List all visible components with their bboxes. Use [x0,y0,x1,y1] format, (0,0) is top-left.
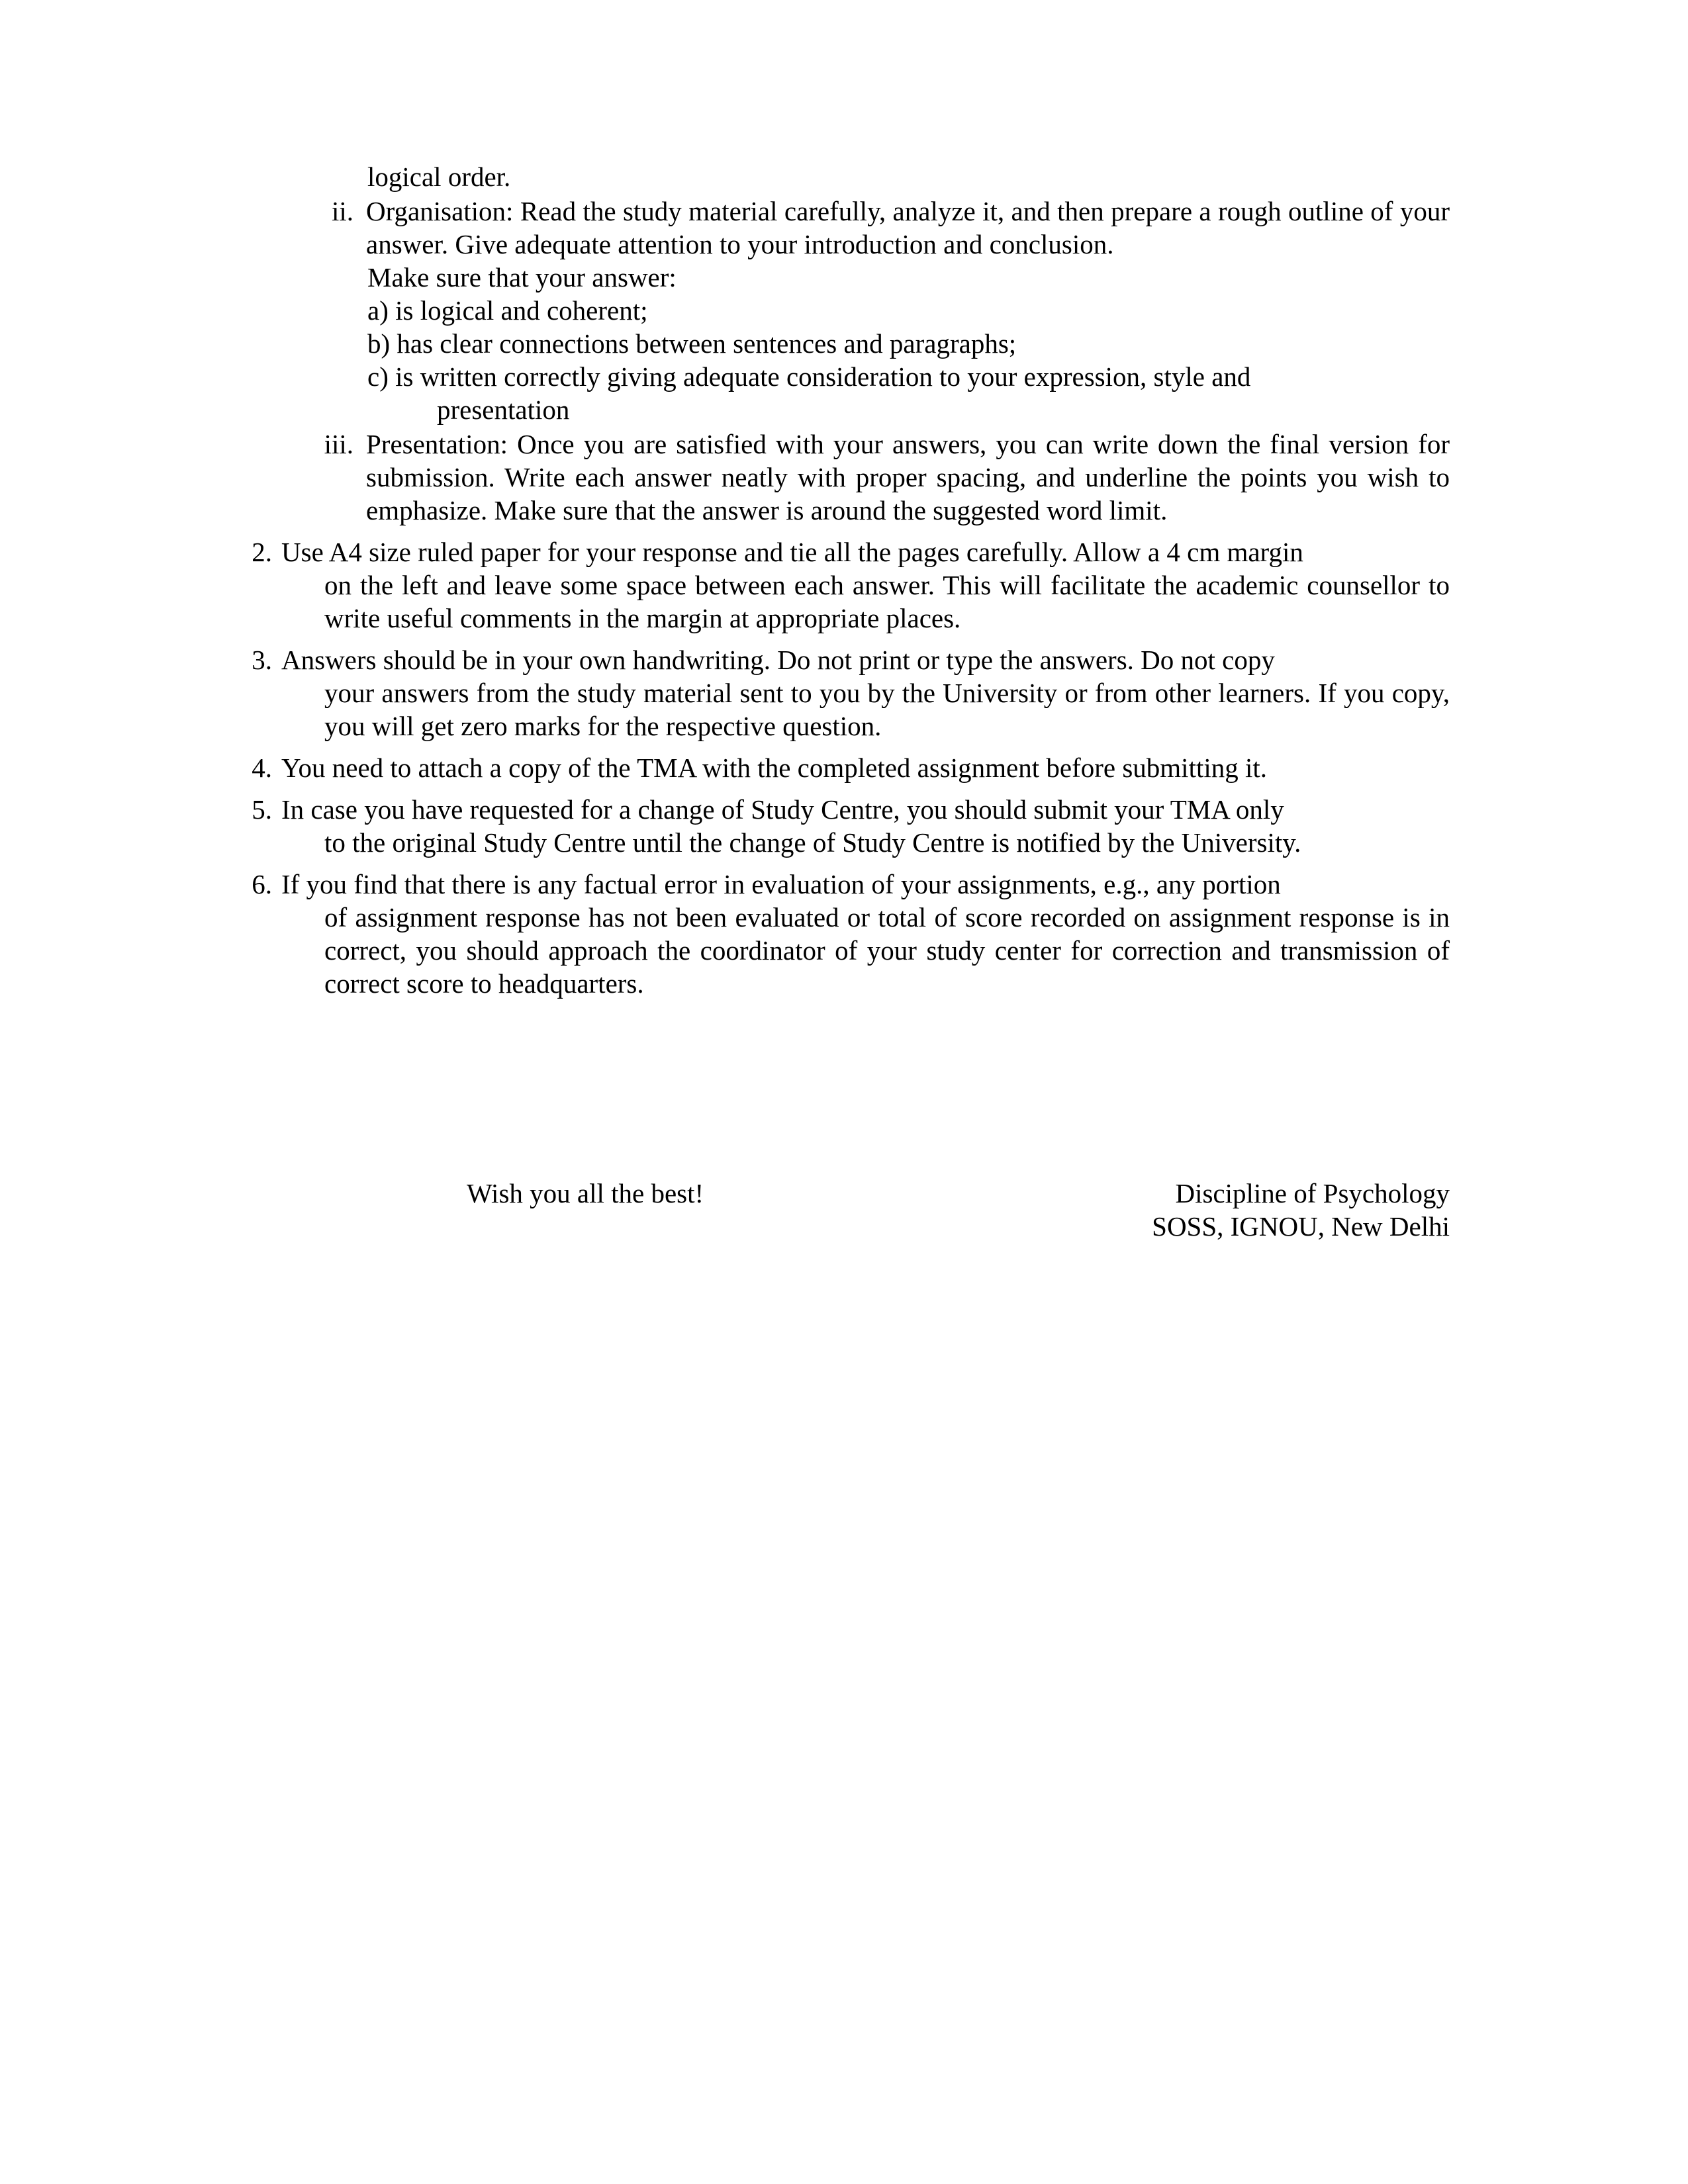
numbered-marker-4: 4. [252,752,272,784]
sub-item-a-marker: a) [367,295,389,326]
roman-list-item-iii [248,428,1450,527]
sub-item-list [248,294,1450,426]
sub-item-b-marker: b) [367,328,391,359]
sub-item-a [367,294,1450,327]
numbered-marker-2: 2. [252,537,272,568]
numbered-list-item-6 [248,868,1450,1000]
make-sure-line: Make sure that your answer: [367,262,677,293]
numbered-first-line-4: You need to attach a copy of the TMA with the completed assignment before submitting it. [281,752,1268,784]
numbered-first-line-2: Use A4 size ruled paper for your response and tie all the pages carefully. Allow a 4 cm margin [281,537,1303,568]
numbered-first-line-5: In case you have requested for a change of Study Centre, you should submit your TMA only [281,794,1284,825]
continuation-line: logical order. [367,161,511,192]
wish-text: Wish you all the best! [467,1178,704,1208]
numbered-first-line-6: If you find that there is any factual error in evaluation of your assignments, e.g., any portion [281,869,1281,900]
numbered-body-6 [281,868,1450,1000]
numbered-body-3 [281,643,1450,743]
numbered-list-item-2 [248,535,1450,635]
sub-item-c [367,360,1450,426]
signature-block [1152,1177,1450,1243]
signature-department: Discipline of Psychology [1175,1178,1450,1208]
roman-list-item-ii [248,195,1450,261]
roman-paragraph-ii: Organisation: Read the study material carefully, analyze it, and then prepare a rough outline of your answer. Give adequate attention to your introduction and conclusion. [366,196,1450,260]
roman-paragraph-iii: Presentation: Once you are satisfied with your answers, you can write down the final version for submission. Write each answer neatly with proper spacing, and underline the points you wish to emphasize. Make sure that the answer is around the suggested word limit. [366,429,1450,526]
numbered-body-5 [281,793,1450,859]
roman-body-iii [366,428,1450,527]
numbered-body-4 [281,751,1450,784]
numbered-rest-3: your answers from the study material sent to you by the University or from other learners. If you copy, you will get zero marks for the respective question. [324,678,1450,742]
signature-institution: SOSS, IGNOU, New Delhi [1152,1211,1450,1242]
sub-item-c-continuation: presentation [437,394,570,426]
numbered-list-item-4 [248,751,1450,784]
roman-body-ii [366,195,1450,261]
numbered-rest-6: of assignment response has not been evaluated or total of score recorded on assignment response is in correct, you should approach the coordinator of your study center for correction and transmission of correct score to headquarters. [324,902,1450,999]
sub-item-c-text: is written correctly giving adequate consideration to your expression, style and [395,361,1251,392]
numbered-first-line-3: Answers should be in your own handwriting. Do not print or type the answers. Do not copy [281,645,1275,676]
numbered-rest-5: to the original Study Centre until the change of Study Centre is notified by the University. [324,827,1301,858]
numbered-list-item-3 [248,643,1450,743]
sub-item-b-text: has clear connections between sentences and paragraphs; [397,328,1017,359]
sub-item-b [367,327,1450,360]
roman-marker-ii: ii. [331,196,353,227]
numbered-rest-2: on the left and leave some space between each answer. This will facilitate the academic counsellor to write useful comments in the margin at appropriate places. [324,570,1450,634]
sub-item-a-text: is logical and coherent; [395,295,648,326]
numbered-body-2 [281,535,1450,635]
roman-marker-iii: iii. [324,429,353,460]
document-body [248,160,1450,1000]
closing-block [248,1177,1450,1243]
numbered-marker-6: 6. [252,869,272,900]
sub-item-c-marker: c) [367,361,389,392]
numbered-marker-5: 5. [252,794,272,825]
numbered-marker-3: 3. [252,645,272,676]
numbered-list-item-5 [248,793,1450,859]
